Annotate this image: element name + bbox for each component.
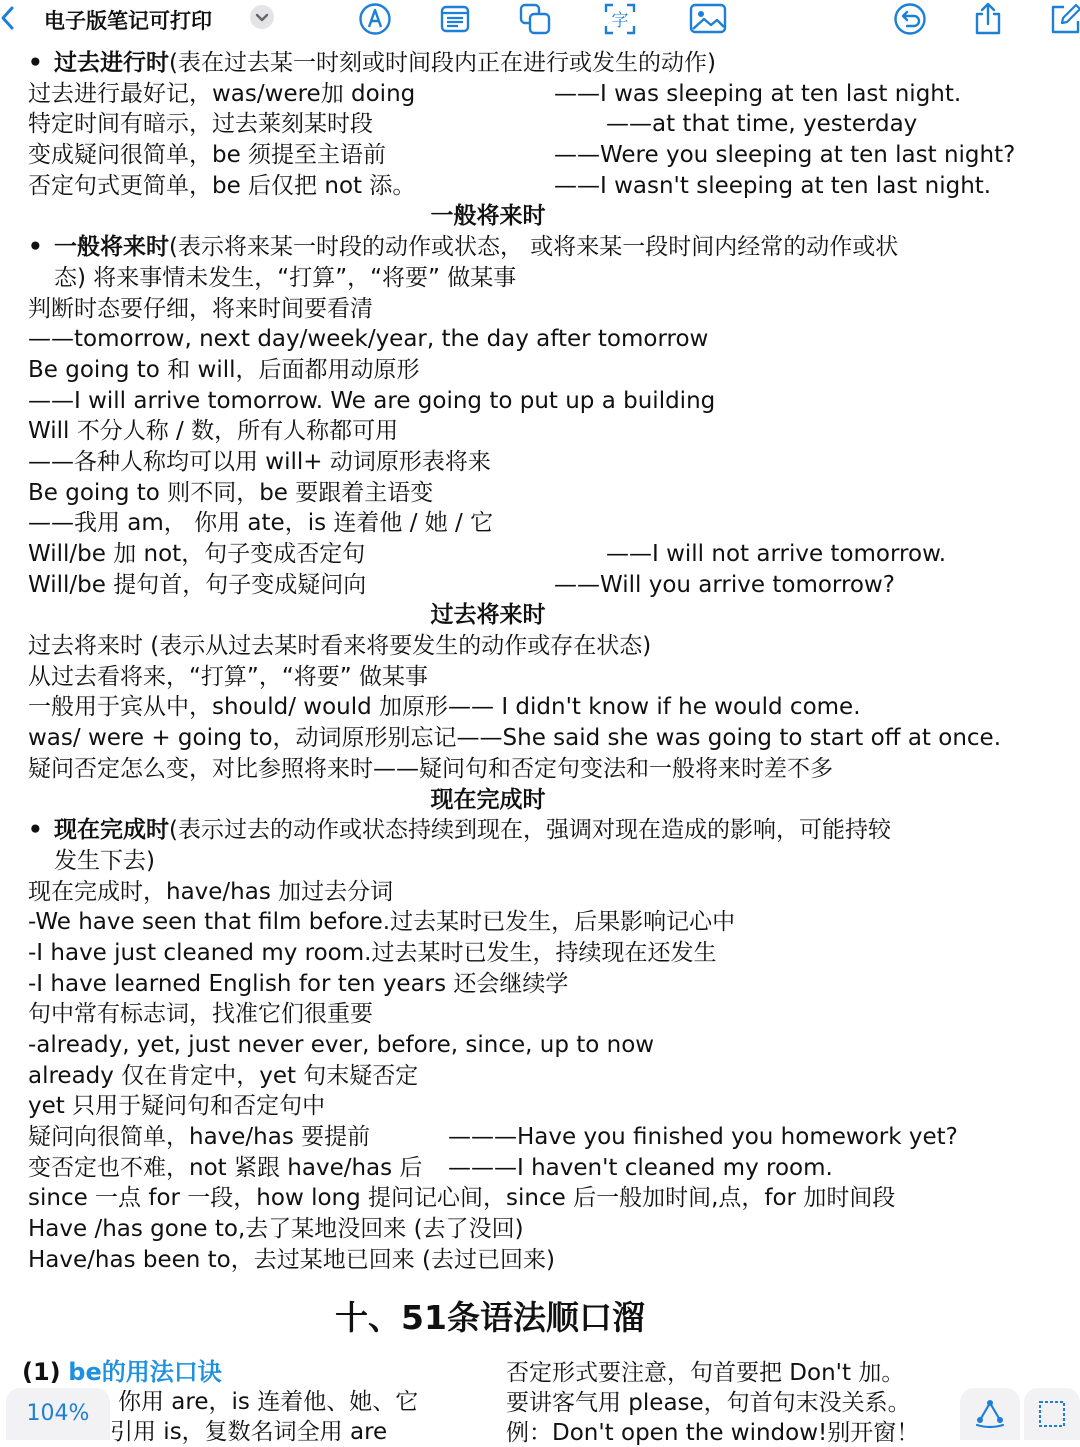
text-line	[28, 1214, 1058, 1245]
text-line	[28, 1183, 1058, 1214]
page-grid-icon[interactable]	[1024, 1388, 1080, 1440]
pen-annotate-icon[interactable]	[358, 2, 392, 36]
line-text: was/ were + going to，动词原形别忘记——She said she was going to start off at once.	[28, 725, 1002, 752]
recognize-glyph: 字	[611, 11, 629, 31]
text-line	[28, 386, 1058, 417]
line-text: -We have seen that film before.过去某时已发生，后果影响记心中	[28, 909, 736, 936]
line-text: -I have just cleaned my room.过去某时已发生，持续现在还发生	[28, 939, 717, 966]
line-text: Have/has been to，去过某地已回来 (去过已回来)	[28, 1246, 556, 1273]
rhyme-title: be的用法口诀	[68, 1358, 222, 1386]
line-text: 过去将来时 (表示从过去某时看来将要发生的动作或存在状态)	[28, 633, 652, 660]
bullet-past-progressive	[28, 48, 1058, 79]
document-page	[28, 48, 1058, 1276]
line-text: 从过去看将来，“打算”，“将要” 做某事	[28, 663, 428, 690]
line-text: Be going to 则不同，be 要跟着主语变	[28, 479, 434, 506]
text-line	[28, 877, 1058, 908]
text-line	[28, 294, 1058, 325]
bullet-simple-future	[28, 232, 1058, 263]
notes-icon[interactable]	[438, 2, 472, 36]
rule-text: 变成疑问很简单，be 须提至主语前	[28, 142, 387, 169]
rhyme-left-line: 引用 is，复数名词全用 are	[110, 1419, 388, 1445]
section-heading: 现在完成时	[430, 786, 546, 813]
document-title[interactable]: 电子版笔记可打印	[44, 9, 212, 33]
text-line	[28, 447, 1058, 478]
undo-icon[interactable]	[893, 2, 927, 36]
text-line	[28, 478, 1058, 509]
bullet-dot: •	[28, 817, 43, 844]
line-text: ——我用 am， 你用 ate，is 连着他 / 她 / 它	[28, 510, 494, 537]
bullet-text: (表示过去的动作或状态持续到现在，强调对现在造成的影响，可能持较	[169, 817, 891, 844]
bullet-text: 态) 将来事情未发生，“打算”，“将要” 做某事	[54, 264, 517, 291]
text-line	[28, 1091, 1058, 1122]
text-line	[28, 662, 1058, 693]
text-line	[28, 631, 1058, 662]
rule-row	[28, 539, 1058, 570]
example-text: ——I wasn't sleeping at ten last night.	[554, 172, 992, 199]
text-line	[28, 938, 1058, 969]
text-line	[28, 754, 1058, 785]
rhyme-heading	[22, 1352, 222, 1387]
lasso-select-icon[interactable]	[960, 1388, 1020, 1440]
image-insert-icon[interactable]	[689, 2, 729, 36]
rule-row	[28, 570, 1058, 601]
line-text: Be going to 和 will，后面都用动原形	[28, 356, 420, 383]
text-line	[28, 1061, 1058, 1092]
example-text: ——at that time, yesterday	[606, 111, 918, 138]
bullet-title: 过去进行时	[54, 50, 169, 76]
text-line	[28, 416, 1058, 447]
share-icon[interactable]	[971, 2, 1005, 36]
line-text: yet 只用于疑问句和否定句中	[28, 1093, 326, 1120]
line-text: 一般用于宾从中，should/ would 加原形—— I didn't know if he would come.	[28, 694, 861, 721]
rhyme-right-line: 否定形式要注意，句首要把 Don't 加。	[506, 1360, 905, 1386]
text-line	[28, 1030, 1058, 1061]
rule-text: 特定时间有暗示，过去莱刻某时段	[28, 111, 373, 138]
text-line	[28, 324, 1058, 355]
example-text: ——I was sleeping at ten last night.	[554, 80, 962, 107]
text-line	[28, 508, 1058, 539]
zoom-indicator[interactable]	[6, 1388, 110, 1440]
text-line	[28, 723, 1058, 754]
line-text: ——tomorrow, next day/week/year, the day after tomorrow	[28, 326, 709, 353]
rule-text: Will/be 加 not，句子变成否定句	[28, 541, 366, 567]
rhyme-right-line: 要讲客气用 please，句首句末没关系。	[506, 1390, 911, 1416]
bullet-text: 发生下去)	[54, 847, 155, 874]
rhyme-right-line: 例：Don't open the window!别开窗！	[506, 1420, 920, 1446]
example-text: ———I haven't cleaned my room.	[448, 1154, 833, 1181]
rule-row	[28, 109, 1058, 140]
text-line	[28, 1245, 1058, 1276]
text-line	[28, 907, 1058, 938]
rule-text: 否定句式更简单，be 后仅把 not 添。	[28, 172, 416, 199]
example-text: ——Were you sleeping at ten last night?	[554, 142, 1016, 169]
line-text: 句中常有标志词，找准它们很重要	[28, 1001, 373, 1028]
example-text: ———Have you finished you homework yet?	[448, 1124, 958, 1151]
text-line	[28, 692, 1058, 723]
bullet-dot: •	[28, 234, 43, 261]
copy-pages-icon[interactable]	[518, 2, 552, 36]
rhyme-left-line: 你用 are，is 连着他、她、它	[118, 1389, 419, 1415]
rule-row	[28, 1122, 1058, 1153]
title-dropdown-icon[interactable]	[250, 5, 274, 29]
line-text: -already, yet, just never ever, before, since, up to now	[28, 1032, 655, 1058]
rule-text: Will/be 提句首，句子变成疑问向	[28, 571, 367, 598]
bullet-continuation	[28, 263, 1058, 294]
section-heading: 一般将来时	[430, 203, 546, 230]
bullet-continuation	[28, 846, 1058, 877]
rule-row	[28, 171, 1058, 202]
bullet-text: (表在过去某一时刻或时间段内正在进行或发生的动作)	[169, 50, 716, 76]
text-line	[28, 999, 1058, 1030]
text-line	[28, 355, 1058, 386]
line-text: ——各种人称均可以用 will+ 动词原形表将来	[28, 448, 491, 475]
bullet-title: 现在完成时	[54, 817, 169, 844]
zoom-level: 104%	[26, 1401, 90, 1426]
edit-icon[interactable]	[1048, 2, 1080, 36]
line-text: 现在完成时，have/has 加过去分词	[28, 878, 394, 905]
rule-row	[28, 79, 1058, 110]
rule-text: 疑问向很简单，have/has 要提前	[28, 1124, 371, 1151]
line-text: already 仅在肯定中，yet 句末疑否定	[28, 1062, 419, 1089]
line-text: 疑问否定怎么变，对比参照将来时——疑问句和否定句变法和一般将来时差不多	[28, 755, 833, 782]
line-text: since 一点 for 一段，how long 提问记心间，since 后一般加时间,点，for 加时间段	[28, 1185, 896, 1212]
line-text: Will 不分人称 / 数，所有人称都可用	[28, 418, 399, 445]
rule-row	[28, 140, 1058, 171]
back-chevron-icon[interactable]	[0, 4, 16, 32]
text-line	[28, 969, 1058, 1000]
bullet-dot: •	[28, 50, 43, 76]
bullet-text: (表示将来某一时段的动作或状态， 或将来某一段时间内经常的动作或状	[169, 234, 899, 261]
rhyme-number: (1)	[22, 1358, 61, 1386]
text-recognize-icon[interactable]	[603, 2, 637, 36]
bullet-title: 一般将来时	[54, 234, 169, 261]
rule-text: 过去进行最好记，was/were加 doing	[28, 80, 416, 107]
line-text: Have /has gone to,去了某地没回来 (去了没回)	[28, 1216, 524, 1243]
top-toolbar	[0, 0, 1080, 38]
section-heading: 过去将来时	[430, 602, 546, 629]
rule-row	[28, 1153, 1058, 1184]
line-text: 判断时态要仔细，将来时间要看清	[28, 295, 373, 322]
line-text: -I have learned English for ten years 还会继续学	[28, 970, 569, 997]
rule-text: 变否定也不难，not 紧跟 have/has 后	[28, 1154, 423, 1181]
example-text: ——Will you arrive tomorrow?	[554, 571, 896, 598]
line-text: ——I will arrive tomorrow. We are going to put up a building	[28, 387, 716, 414]
chapter-title: 十、51条语法顺口溜	[335, 1298, 645, 1337]
example-text: ——I will not arrive tomorrow.	[606, 541, 947, 567]
bullet-present-perfect	[28, 815, 1058, 846]
